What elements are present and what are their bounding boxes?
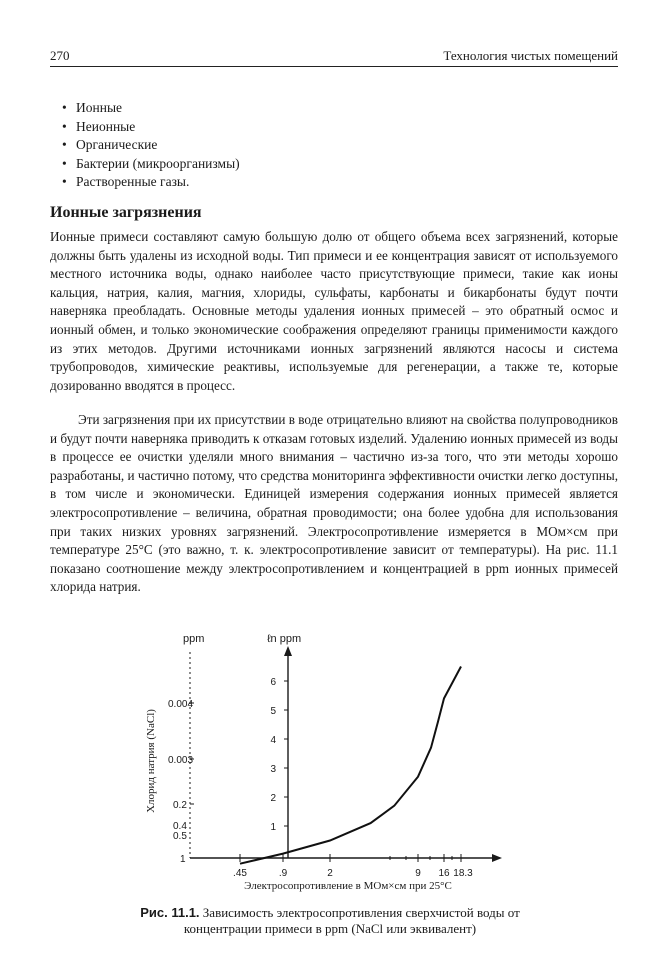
- right-tick-label: 2: [270, 793, 276, 804]
- left-tick-label: 0.4: [173, 821, 187, 832]
- right-tick-label: 3: [270, 764, 276, 775]
- figure-caption: [100, 905, 560, 937]
- x-axis-label: Электросопротивление в МОм×см при 25°С: [244, 880, 452, 892]
- right-tick-label: 1: [270, 822, 276, 833]
- caption-text: Зависимость электросопротивления сверхчистой воды от концентрации примеси в ppm (NaCl или эквивалент): [183, 905, 520, 936]
- list-item: • Растворенные газы.: [62, 173, 240, 192]
- left-tick-label: 0.003: [168, 755, 194, 766]
- page-number: 270: [50, 48, 70, 63]
- x-tick-label: 18.3: [453, 868, 473, 879]
- x-tick-label: 16: [438, 868, 450, 879]
- left-tick-label: 1: [180, 854, 186, 865]
- paragraph: Эти загрязнения при их присутствии в воде отрицательно влияют на свойства полупроводников и будут почти наверняка приводить к отказам готовых изделий. Удалению ионных примесей из воды в процессе ее очистки уделяли много внимания – частично из-за того, что эти методы хорошо разработаны, и частично потому, что средства мониторинга эффективности очистки легко доступны, в том числе и экономически. Единицей измерения содержания ионных примесей является электросопротивление – величина, обратная проводимости; она более удобна для использования при таких низких уровнях загрязнений. Электросопротивление измеряется в МОм×см при температуре 25°С (это важно, т. к. электросопротивление зависит от температуры). На рис. 11.1 показано соотношение между электросопротивлением и концентрацией в ppm ионных примесей хлорида натрия.: [50, 412, 618, 595]
- left-tick-label: 0.004: [168, 699, 194, 710]
- list-item: • Бактерии (микроорганизмы): [62, 155, 240, 174]
- running-header: [50, 48, 618, 67]
- axis-arrow-icon: [284, 646, 292, 656]
- left-tick-label: 0.5: [173, 831, 187, 842]
- right-tick-label: 6: [270, 677, 276, 688]
- running-title: Технология чистых помещений: [443, 48, 618, 63]
- contaminant-list: [62, 99, 240, 192]
- right-axis-title: ℓn ppm: [267, 633, 302, 645]
- list-item: • Неионные: [62, 118, 240, 137]
- left-axis-title: ppm: [183, 633, 205, 645]
- x-tick-label: .45: [233, 868, 247, 879]
- resistivity-chart: [130, 626, 530, 896]
- list-item: • Органические: [62, 136, 240, 155]
- axis-arrow-icon: [492, 854, 502, 862]
- x-tick-label: 9: [415, 868, 421, 879]
- x-tick-label: 2: [327, 868, 333, 879]
- paragraph: Ионные примеси составляют самую большую долю от общего объема всех загрязнений, которые должны быть удалены из исходной воды. Тип примеси и ее концентрация зависят от используемого местного источника воды, однако наиболее часто присутствующие примеси, такие как ионы кальция, натрия, калия, магния, хлориды, сульфаты, карбонаты и бикарбонаты будут почти наверняка преобладать. Основные методы удаления ионных примесей – это обратный осмос и ионный обмен, и только экономические соображения определяют границы применимости каждого из этих методов. Другими источниками ионных загрязнений являются насосы и система трубопроводов, химические реактивы, используемые для регенерации, а также те, которые дозированно вводятся в процесс.: [50, 229, 618, 393]
- x-tick-label: .9: [278, 868, 288, 879]
- right-axis-ticks: [270, 677, 288, 833]
- y-axis-label: Хлорид натрия (NaCl): [145, 709, 157, 813]
- section-heading: Ионные загрязнения: [50, 204, 202, 221]
- list-item: • Ионные: [62, 99, 240, 118]
- right-tick-label: 4: [270, 735, 276, 746]
- right-tick-label: 5: [270, 706, 276, 717]
- caption-label: Рис. 11.1.: [140, 905, 200, 920]
- left-tick-label: 0.2: [173, 800, 187, 811]
